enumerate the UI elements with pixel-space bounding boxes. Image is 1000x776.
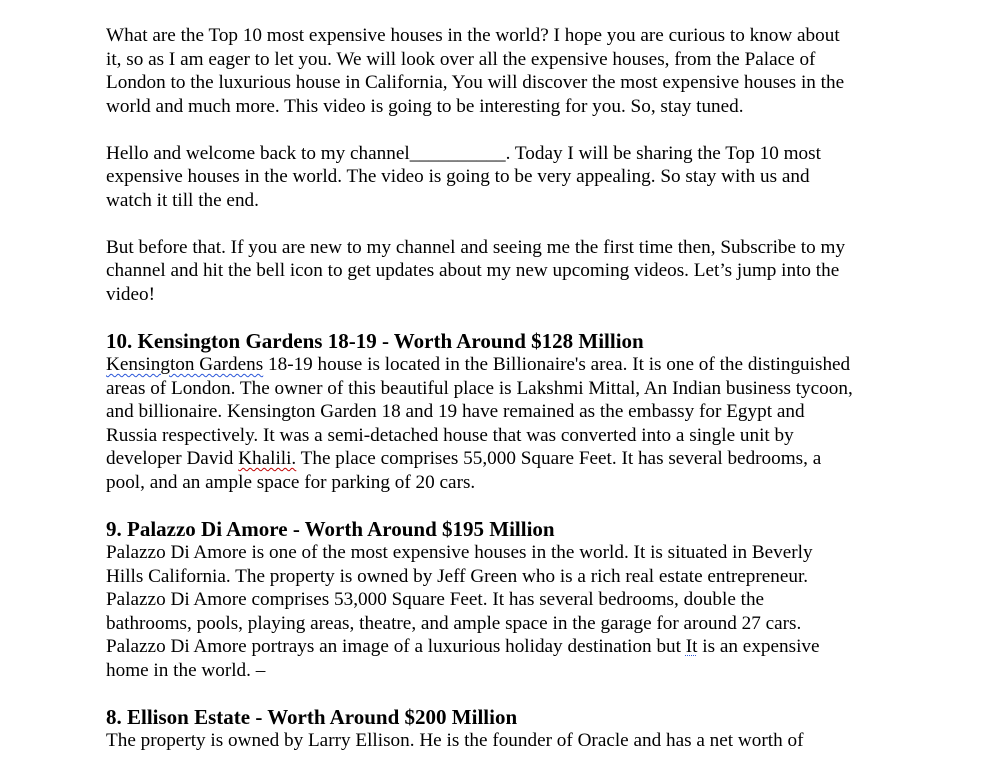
- text-run: developer David: [106, 448, 239, 469]
- text-line: areas of London. The owner of this beautiful place is Lakshmi Mittal, An Indian business tycoon,: [106, 377, 853, 399]
- text-line: [106, 447, 906, 471]
- section-8-ellison: [106, 706, 906, 753]
- text-run: 18-19 house is located in the Billionaire's area. It is one of the distinguished: [263, 354, 851, 375]
- section-9-palazzo: [106, 518, 906, 683]
- text-line: Russia respectively. It was a semi-detached house that was converted into a single unit by: [106, 424, 794, 446]
- text-line: and billionaire. Kensington Garden 18 and 19 have remained as the embassy for Egypt and: [106, 401, 805, 422]
- spellcheck-flagged-word[interactable]: Khalili.: [238, 448, 297, 469]
- intro-paragraph-3: [106, 236, 906, 307]
- text-line: home in the world. –: [106, 659, 266, 681]
- spellcheck-flagged-word[interactable]: Kensington Gardens: [106, 354, 264, 375]
- text-line: [106, 635, 906, 659]
- text-line: What are the Top 10 most expensive houses in the world? I hope you are curious to know about: [106, 25, 840, 46]
- text-line: [106, 142, 906, 166]
- text-line: Palazzo Di Amore is one of the most expensive houses in the world. It is situated in Beverly: [106, 542, 813, 563]
- text-line: video!: [106, 283, 156, 305]
- text-line: world and much more. This video is going to be interesting for you. So, stay tuned.: [106, 95, 744, 117]
- text-line: expensive houses in the world. The video is going to be very appealing. So stay with us and: [106, 166, 810, 187]
- grammar-flagged-word[interactable]: It: [685, 636, 698, 657]
- text-run: The place comprises 55,000 Square Feet. It has several bedrooms, a: [296, 448, 822, 469]
- text-line: watch it till the end.: [106, 189, 259, 211]
- text-line: [106, 353, 906, 377]
- text-line: London to the luxurious house in California, You will discover the most expensive houses in the: [106, 72, 845, 93]
- text-run: Hello and welcome back to my channel: [106, 142, 410, 164]
- section-heading: 10. Kensington Gardens 18-19 - Worth Around $128 Million: [106, 328, 644, 353]
- text-run: is an expensive: [697, 636, 820, 657]
- document-page: [106, 24, 906, 776]
- text-line: it, so as I am eager to let you. We will look over all the expensive houses, from the Palace of: [106, 48, 816, 70]
- text-line: bathrooms, pools, playing areas, theatre, and ample space in the garage for around 27 cars.: [106, 612, 802, 634]
- text-line: But before that. If you are new to my channel and seeing me the first time then, Subscribe to my: [106, 236, 846, 258]
- text-line: The property is owned by Larry Ellison. He is the founder of Oracle and has a net worth of: [106, 730, 804, 751]
- section-heading: 8. Ellison Estate - Worth Around $200 Million: [106, 704, 518, 729]
- text-line: Palazzo Di Amore comprises 53,000 Square Feet. It has several bedrooms, double the: [106, 589, 765, 610]
- section-10-kensington: [106, 330, 906, 495]
- channel-name-blank: __________: [409, 142, 506, 164]
- text-line: Hills California. The property is owned by Jeff Green who is a rich real estate entrepreneur.: [106, 565, 809, 587]
- text-run: . Today I will be sharing the Top 10 most: [505, 142, 821, 164]
- intro-paragraph-2: [106, 142, 906, 213]
- section-heading: 9. Palazzo Di Amore - Worth Around $195 Million: [106, 516, 555, 541]
- text-line: channel and hit the bell icon to get updates about my new upcoming videos. Let’s jump into the: [106, 260, 840, 281]
- text-line: pool, and an ample space for parking of 20 cars.: [106, 471, 476, 493]
- intro-paragraph-1: [106, 24, 906, 118]
- text-run: Palazzo Di Amore portrays an image of a luxurious holiday destination but: [106, 636, 686, 657]
